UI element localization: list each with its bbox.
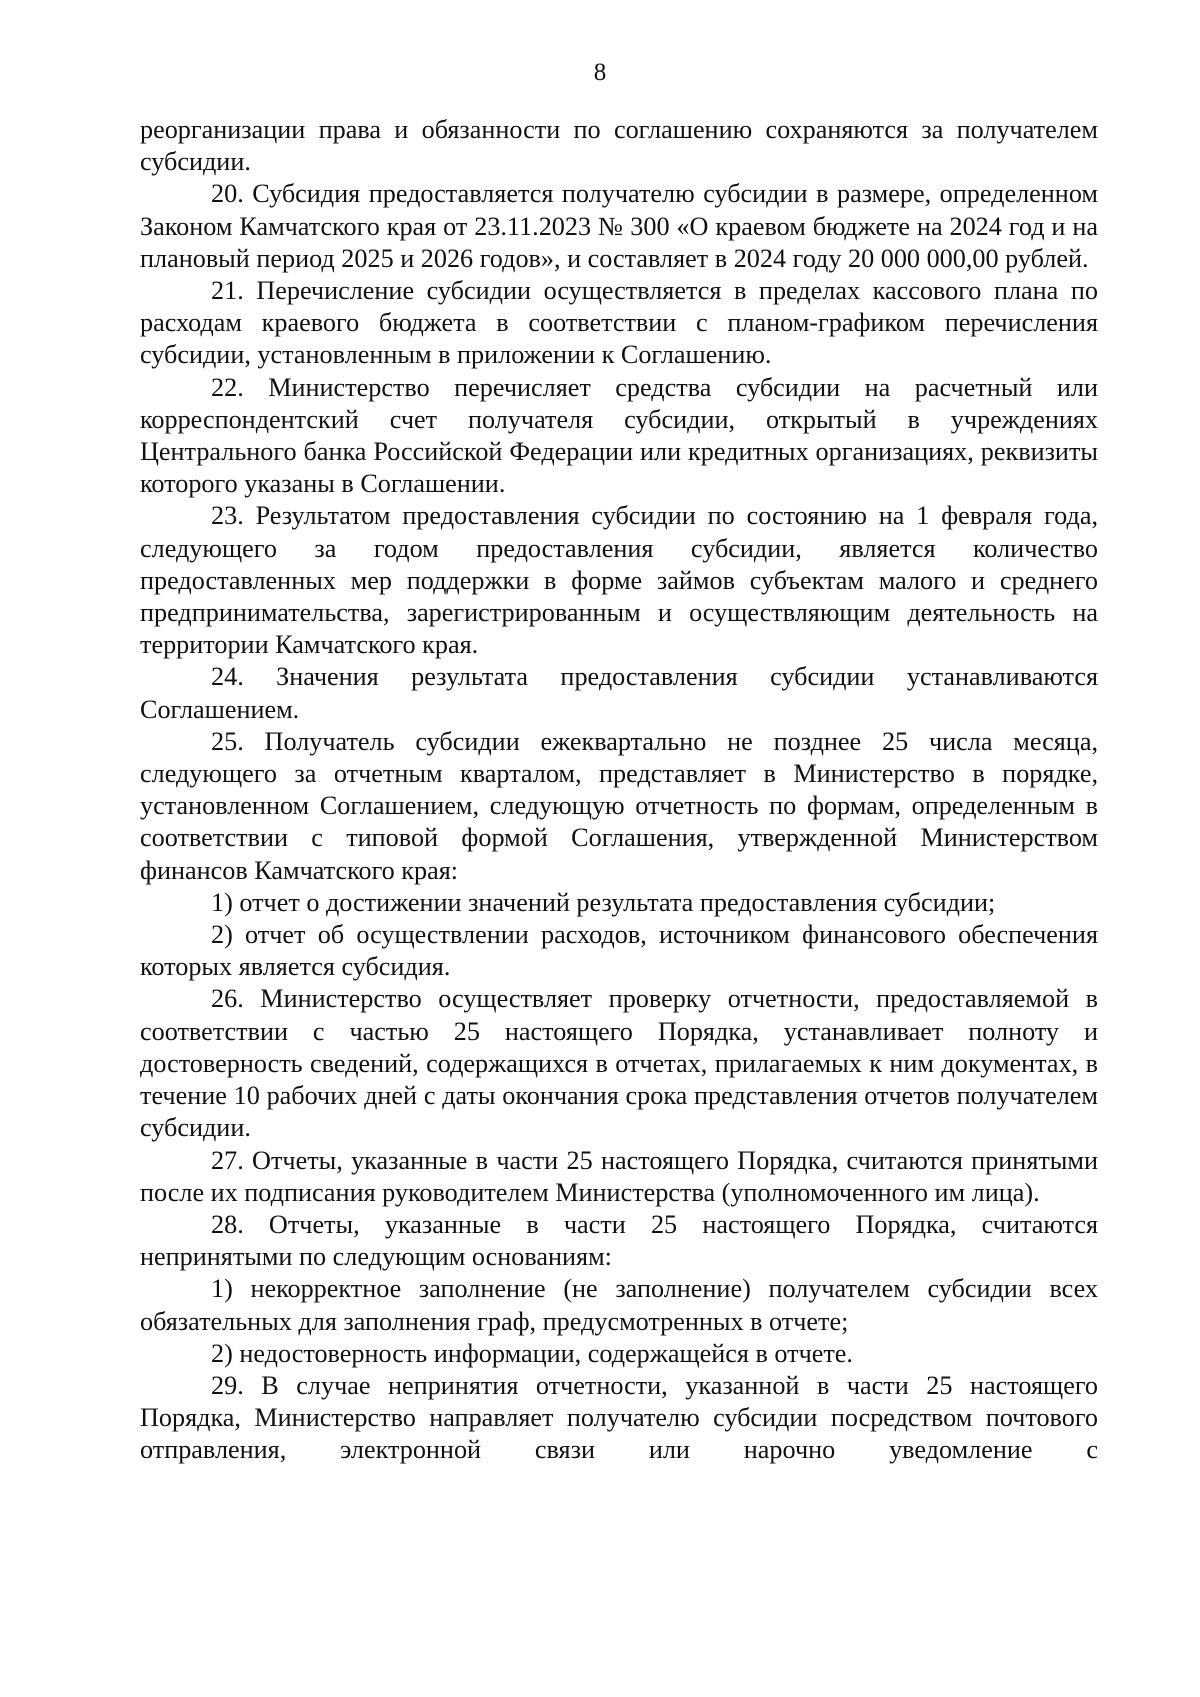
paragraph: 23. Результатом предоставления субсидии по состоянию на 1 февраля года, следующего за годом предоставления субсидии, является количество предоставленных мер поддержки в форме займов субъектам малого и среднего предпринимательства, зарегистрированным и осуществляющим деятельность на территории Камчатского края. (140, 501, 1098, 660)
paragraph: 20. Субсидия предоставляется получателю субсидии в размере, определенном Законом Камчатского края от 23.11.2023 № 300 «О краевом бюджете на 2024 год и на плановый период 2025 и 2026 годов», и составляет в 2024 году 20 000 000,00 рублей. (140, 179, 1098, 273)
page-number: 8 (593, 59, 607, 86)
paragraph: 1) отчет о достижении значений результата предоставления субсидии; (211, 887, 996, 917)
paragraph: 24. Значения результата предоставления субсидии устанавливаются Соглашением. (140, 662, 1098, 724)
paragraph: 1) некорректное заполнение (не заполнение) получателем субсидии всех обязательных для заполнения граф, предусмотренных в отчете; (140, 1274, 1098, 1336)
paragraph: 29. В случае непринятия отчетности, указанной в части 25 настоящего Порядка, Министерство направляет получателю субсидии посредством почтового отправления, электронной связи или нарочно уведомление с (140, 1370, 1098, 1465)
document-body (140, 114, 1098, 1467)
paragraph: реорганизации права и обязанности по соглашению сохраняются за получателем субсидии. (140, 115, 1098, 177)
paragraph: 21. Перечисление субсидии осуществляется в пределах кассового плана по расходам краевого бюджета в соответствии с планом-графиком перечисления субсидии, установленным в приложении к Соглашению. (140, 276, 1098, 370)
paragraph: 27. Отчеты, указанные в части 25 настоящего Порядка, считаются принятыми после их подписания руководителем Министерства (уполномоченного им лица). (140, 1145, 1098, 1207)
paragraph: 2) недостоверность информации, содержащейся в отчете. (211, 1338, 853, 1368)
paragraph: 2) отчет об осуществлении расходов, источником финансового обеспечения которых является субсидия. (140, 920, 1098, 982)
paragraph: 28. Отчеты, указанные в части 25 настоящего Порядка, считаются непринятыми по следующим основаниям: (140, 1209, 1098, 1272)
paragraph: 25. Получатель субсидии ежеквартально не позднее 25 числа месяца, следующего за отчетным кварталом, представляет в Министерство в порядке, установленном Соглашением, следующую отчетность по формам, определенным в соответствии с типовой формой Соглашения, утвержденной Министерством финансов Камчатского края: (140, 726, 1098, 885)
paragraph: 22. Министерство перечисляет средства субсидии на расчетный или корреспондентский счет получателя субсидии, открытый в учреждениях Центрального банка Российской Федерации или кредитных организациях, реквизиты которого указаны в Соглашении. (140, 372, 1098, 499)
paragraph: 26. Министерство осуществляет проверку отчетности, предоставляемой в соответствии с частью 25 настоящего Порядка, устанавливает полноту и достоверность сведений, содержащихся в отчетах, прилагаемых к ним документах, в течение 10 рабочих дней с даты окончания срока представления отчетов получателем субсидии. (140, 984, 1098, 1143)
